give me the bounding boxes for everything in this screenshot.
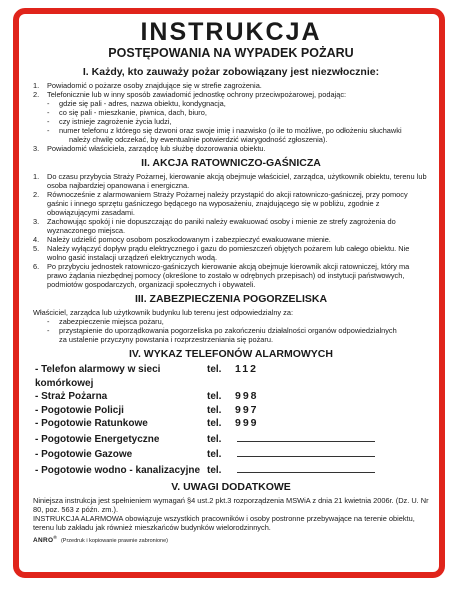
list-item: 2. Telefonicznie lub w inny sposób zawiadomić jednostkę ochrony przeciwpożarowej, podając: <box>33 90 347 99</box>
phone-row: - Pogotowie Gazowe tel. <box>35 446 429 462</box>
sub-item: - zabezpieczenie miejsca pożaru, <box>47 317 164 326</box>
list-item: 2. Równocześnie z alarmowaniem Straży Pożarnej należy przystąpić do akcji ratowniczo-gaśniczej, przy pomocy gaśnic i innego sprzętu gaśniczego będącego na wyposażeniu, znajdującego się w pobliżu, zgodnie z obowiązującymi zasadami. <box>33 190 408 217</box>
section-2-heading: II. AKCJA RATOWNICZO-GAŚNICZA <box>141 157 321 169</box>
phone-number-blank-line <box>237 446 375 457</box>
sign-subtitle: POSTĘPOWANIA NA WYPADEK POŻARU <box>108 46 354 60</box>
sign-footer <box>33 535 429 544</box>
section-3-intro: Właściciel, zarządca lub użytkownik budynku lub terenu jest odpowiedzialny za: <box>33 308 294 317</box>
list-item: 1. Powiadomić o pożarze osoby znajdujące się w strefie zagrożenia. <box>33 81 262 90</box>
copyright-note: (Przedruk i kopiowanie prawnie zabronione) <box>60 538 168 545</box>
phone-number: 999 <box>235 417 259 429</box>
section-1-heading: I. Każdy, kto zauważy pożar zobowiązany jest niezwłocznie: <box>82 66 380 78</box>
list-item: 5. Należy wyłączyć dopływ prądu elektrycznego i gazu do pomieszczeń objętych pożarem lub całego obiektu. Nie wolno gasić instalacji urządzeń elektrycznych wodą. <box>33 244 410 262</box>
phone-row: - Pogotowie wodno - kanalizacyjne tel. <box>35 462 429 478</box>
anro-logo: ANRO® <box>33 535 57 545</box>
phone-number: 112 <box>235 363 258 375</box>
section-5-heading: V. UWAGI DODATKOWE <box>171 481 291 493</box>
phone-number-blank-line <box>237 462 375 473</box>
phone-number-blank-line <box>237 431 375 442</box>
phone-row: - Pogotowie Policji tel. 997 <box>35 403 259 416</box>
sub-item: - numer telefonu z którego się dzwoni oraz swoje imię i nazwisko (o ile to możliwe, po odłożeniu słuchawki należy chwilę odczekać, by ewentualnie potwierdzić wiarygodność zgłoszenia). <box>47 126 402 144</box>
remarks-paragraph: INSTRUKCJA ALARMOWA obowiązuje wszystkich pracowników i osoby postronne przebywające na terenie obiektu, terenu lub zakładu jak również mieszkańców budynków wielorodzinnych. <box>33 514 415 532</box>
phone-number: 998 <box>235 390 259 402</box>
sign-title: INSTRUKCJA <box>140 18 322 46</box>
phone-row: - Pogotowie Ratunkowe tel. 999 <box>35 417 259 429</box>
fire-instruction-sign <box>13 8 445 578</box>
section-3-heading: III. ZABEZPIECZENIA POGORZELISKA <box>134 293 328 305</box>
list-item: 1. Do czasu przybycia Straży Pożarnej, kierowanie akcją obejmuje właściciel, zarządca, użytkownik obiektu, terenu lub osoba najbardziej opanowana i energiczna. <box>33 172 427 190</box>
phone-row: - Straż Pożarna tel. 998 <box>35 390 259 402</box>
sub-item: - gdzie się pali - adres, nazwa obiektu, kondygnacja, <box>47 99 226 108</box>
list-item: 3. Zachowując spokój i nie dopuszczając do paniki należy ewakuować osoby i mienie ze strefy zagrożenia do wyznaczonego miejsca. <box>33 217 396 235</box>
sub-item: - przystąpienie do uporządkowania pogorzeliska po zakończeniu działalności organów odpowiedzialnych za ustalenie przyczyny powstania i rozprzestrzeniania się pożaru. <box>47 326 397 344</box>
section-4-heading: IV. WYKAZ TELEFONÓW ALARMOWYCH <box>129 348 333 360</box>
remarks-paragraph: Niniejsza instrukcja jest spełnieniem wymagań §4 ust.2 pkt.3 rozporządzenia MSWiA z dnia 21 kwietnia 2006r. (Dz. U. Nr 80, poz. 563 z późn. zm.). <box>33 496 429 514</box>
phone-list <box>35 363 429 477</box>
phone-row: - Pogotowie Energetyczne tel. <box>35 431 429 447</box>
sub-item: - co się pali - mieszkanie, piwnica, dach, biuro, <box>47 108 207 117</box>
list-item: 3. Powiadomić właściciela, zarządcę lub służbę dozorowania obiektu. <box>33 144 266 153</box>
phone-row: - Telefon alarmowy w sieci komórkowej tel. 112 <box>35 363 258 389</box>
phone-number: 997 <box>235 403 259 416</box>
sub-item: - czy istnieje zagrożenie życia ludzi, <box>47 117 172 126</box>
list-item: 4. Należy udzielić pomocy osobom poszkodowanym i zabezpieczyć ewakuowane mienie. <box>33 235 331 244</box>
list-item: 6. Po przybyciu jednostek ratowniczo-gaśniczych kierowanie akcją obejmuje kierownik akcji ratowniczej, który ma prawo żądania niezbędnej pomocy (określone to zostało w odrębnych przepisach) od instytucji państwowych, podmiotów gospodarczych, organizacji społecznych i obywateli. <box>33 262 410 289</box>
